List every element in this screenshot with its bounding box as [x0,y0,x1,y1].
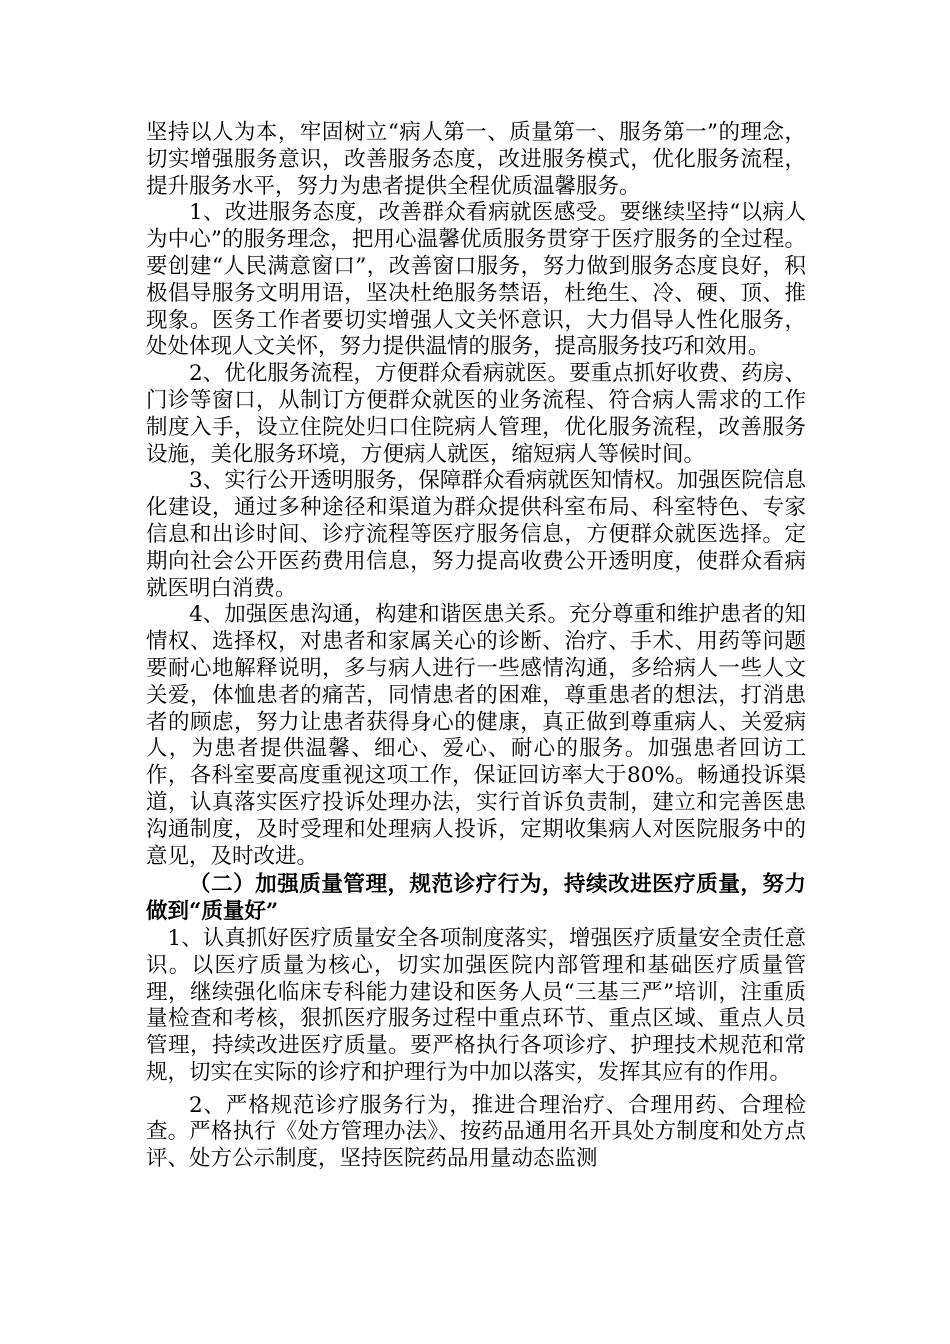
document-page [146,120,806,1173]
service-process-paragraph: 2、优化服务流程，方便群众看病就医。要重点抓好收费、药房、门诊等窗口，从制订方便群众就医的业务流程、符合病人需求的工作制度入手，设立住院处归口住院病人管理，优化服务流程，改善服务设施，美化服务环境，方便病人就医，缩短病人等候时间。 [146,361,806,467]
doctor-patient-communication-paragraph: 4、加强医患沟通，构建和谐医患关系。充分尊重和维护患者的知情权、选择权，对患者和家属关心的诊断、治疗、手术、用药等问题要耐心地解释说明，多与病人进行一些感情沟通，多给病人一些人文关爱，体恤患者的痛苦，同情患者的困难，尊重患者的想法，打消患者的顾虑，努力让患者获得身心的健康，真正做到尊重病人、关爱病人，为患者提供温馨、细心、爱心、耐心的服务。加强患者回访工作，各科室要高度重视这项工作，保证回访率大于80%。畅通投诉渠道，认真落实医疗投诉处理办法，实行首诉负责制，建立和完善医患沟通制度，及时受理和处理病人投诉，定期收集病人对医院服务中的意见，及时改进。 [146,602,806,869]
quality-safety-paragraph: 1、认真抓好医疗质量安全各项制度落实，增强医疗质量安全责任意识。以医疗质量为核心，切实加强医院内部管理和基础医疗质量管理，继续强化临床专科能力建设和医务人员“三基三严”培训，注重质量检查和考核，狠抓医疗服务过程中重点环节、重点区域、重点人员管理，持续改进医疗质量。要严格执行各项诊疗、护理技术规范和常规，切实在实际的诊疗和护理行为中加以落实，发挥其应有的作用。 [146,925,806,1085]
standardize-treatment-paragraph: 2、严格规范诊疗服务行为，推进合理治疗、合理用药、合理检查。严格执行《处方管理办法》、按药品通用名开具处方制度和处方点评、处方公示制度，坚持医院药品用量动态监测 [146,1092,806,1172]
service-attitude-paragraph: 1、改进服务态度，改善群众看病就医感受。要继续坚持“以病人为中心”的服务理念，把用心温馨优质服务贯穿于医疗服务的全过程。要创建“人民满意窗口”，改善窗口服务，努力做到服务态度良好，积极倡导服务文明用语，坚决杜绝服务禁语，杜绝生、冷、硬、顶、推现象。医务工作者要切实增强人文关怀意识，大力倡导人性化服务，处处体现人文关怀，努力提供温情的服务，提高服务技巧和效用。 [146,200,806,360]
section-heading-quality: （二）加强质量管理，规范诊疗行为，持续改进医疗质量，努力做到“质量好” [146,872,806,925]
intro-paragraph: 坚持以人为本，牢固树立“病人第一、质量第一、服务第一”的理念，切实增强服务意识，改善服务态度，改进服务模式，优化服务流程，提升服务水平，努力为患者提供全程优质温馨服务。 [146,120,806,199]
transparent-service-paragraph: 3、实行公开透明服务，保障群众看病就医知情权。加强医院信息化建设，通过多种途径和渠道为群众提供科室布局、科室特色、专家信息和出诊时间、诊疗流程等医疗服务信息，方便群众就医选择。定期向社会公开医药费用信息，努力提高收费公开透明度，使群众看病就医明白消费。 [146,468,806,601]
